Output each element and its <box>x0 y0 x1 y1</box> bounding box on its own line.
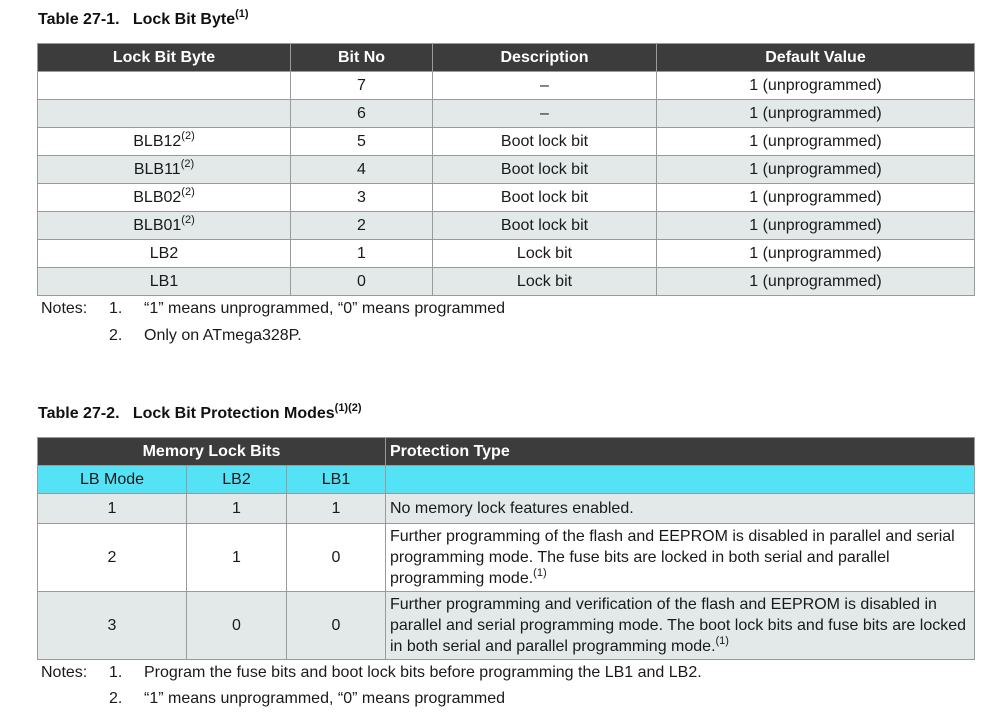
subheader-lb1: LB1 <box>287 466 386 494</box>
table1-title: Lock Bit Byte <box>132 11 236 28</box>
lock-bit-name: BLB11$^{(2)}$ <box>38 156 291 184</box>
table-row <box>38 592 975 660</box>
header-default-value: Default Value <box>657 44 975 72</box>
note-text: “1” means unprogrammed, “0” means programmed <box>144 690 506 707</box>
table2-subheader-row <box>38 466 975 494</box>
lock-bit-name: BLB12$^{(2)}$ <box>38 128 291 156</box>
bit-number: 7 <box>291 72 433 100</box>
table-row <box>38 72 975 100</box>
lb-mode-value: 2 <box>38 524 187 592</box>
header-description: Description <box>433 44 657 72</box>
bit-description: Boot lock bit <box>433 128 657 156</box>
bit-description: – <box>433 100 657 128</box>
lock-bit-name: LB1 <box>38 268 291 296</box>
default-value: 1 (unprogrammed) <box>657 72 975 100</box>
header-protection-type: Protection Type <box>386 438 975 466</box>
default-value: 1 (unprogrammed) <box>657 240 975 268</box>
default-value: 1 (unprogrammed) <box>657 128 975 156</box>
protection-type-text: Further programming of the flash and EEPROM is disabled in parallel and serial programming mode. The fuse bits are locked in both serial and parallel programming mode.$^{(1)}$ <box>386 524 975 592</box>
table-row <box>38 240 975 268</box>
table1-caption <box>38 8 249 29</box>
bit-description: Boot lock bit <box>433 212 657 240</box>
lock-bit-name: BLB01$^{(2)}$ <box>38 212 291 240</box>
default-value: 1 (unprogrammed) <box>657 184 975 212</box>
bit-description: Lock bit <box>433 268 657 296</box>
table2-number: Table 27-2. <box>38 405 120 422</box>
header-bit-no: Bit No <box>291 44 433 72</box>
bit-description: Boot lock bit <box>433 156 657 184</box>
table2-header-row <box>38 438 975 466</box>
subheader-lb2: LB2 <box>187 466 287 494</box>
bit-description: Boot lock bit <box>433 184 657 212</box>
note-text: Only on ATmega328P. <box>144 327 302 344</box>
table-row <box>38 128 975 156</box>
table1-title-footnote: (1) <box>235 8 249 20</box>
note-number: 1. <box>109 664 123 681</box>
default-value: 1 (unprogrammed) <box>657 100 975 128</box>
note-number: 2. <box>109 690 123 707</box>
default-value: 1 (unprogrammed) <box>657 212 975 240</box>
bit-number: 4 <box>291 156 433 184</box>
lock-bit-byte-table <box>37 43 975 296</box>
bit-number: 1 <box>291 240 433 268</box>
table-row <box>38 212 975 240</box>
lock-bit-name <box>38 72 291 100</box>
lb2-value: 0 <box>187 592 287 660</box>
table-row <box>38 268 975 296</box>
bit-number: 0 <box>291 268 433 296</box>
note-number: 2. <box>109 327 123 344</box>
protection-type-text: No memory lock features enabled. <box>386 494 975 524</box>
table2-title: Lock Bit Protection Modes <box>132 405 335 422</box>
bit-number: 5 <box>291 128 433 156</box>
lb2-value: 1 <box>187 524 287 592</box>
lb1-value: 0 <box>287 524 386 592</box>
lock-bit-name <box>38 100 291 128</box>
table-row <box>38 100 975 128</box>
lock-bit-protection-modes-table <box>37 437 975 660</box>
default-value: 1 (unprogrammed) <box>657 268 975 296</box>
table-row <box>38 156 975 184</box>
protection-type-text: Further programming and verification of the flash and EEPROM is disabled in parallel and serial programming mode. The boot lock bits and fuse bits are locked in both serial and parallel programming mode.$^{(1)}$ <box>386 592 975 660</box>
lb-mode-value: 3 <box>38 592 187 660</box>
table2-caption <box>38 402 362 423</box>
lb1-value: 0 <box>287 592 386 660</box>
header-memory-lock-bits: Memory Lock Bits <box>38 438 386 466</box>
subheader-lb-mode: LB Mode <box>38 466 187 494</box>
bit-number: 6 <box>291 100 433 128</box>
bit-description: – <box>433 72 657 100</box>
table-row <box>38 184 975 212</box>
subheader-blank <box>386 466 975 494</box>
table-row <box>38 524 975 592</box>
lb2-value: 1 <box>187 494 287 524</box>
lock-bit-name: LB2 <box>38 240 291 268</box>
notes-label: Notes: <box>41 300 88 317</box>
note-number: 1. <box>109 300 123 317</box>
lock-bit-name: BLB02$^{(2)}$ <box>38 184 291 212</box>
note-text: Program the fuse bits and boot lock bits before programming the LB1 and LB2. <box>144 664 702 681</box>
note-text: “1” means unprogrammed, “0” means programmed <box>144 300 506 317</box>
lb-mode-value: 1 <box>38 494 187 524</box>
notes-label: Notes: <box>41 664 88 681</box>
header-lock-bit-byte: Lock Bit Byte <box>38 44 291 72</box>
default-value: 1 (unprogrammed) <box>657 156 975 184</box>
lb1-value: 1 <box>287 494 386 524</box>
table1-header-row <box>38 44 975 72</box>
bit-number: 3 <box>291 184 433 212</box>
table1-number: Table 27-1. <box>38 11 120 28</box>
bit-number: 2 <box>291 212 433 240</box>
table2-title-footnote: (1)(2) <box>334 402 362 414</box>
bit-description: Lock bit <box>433 240 657 268</box>
table-row <box>38 494 975 524</box>
